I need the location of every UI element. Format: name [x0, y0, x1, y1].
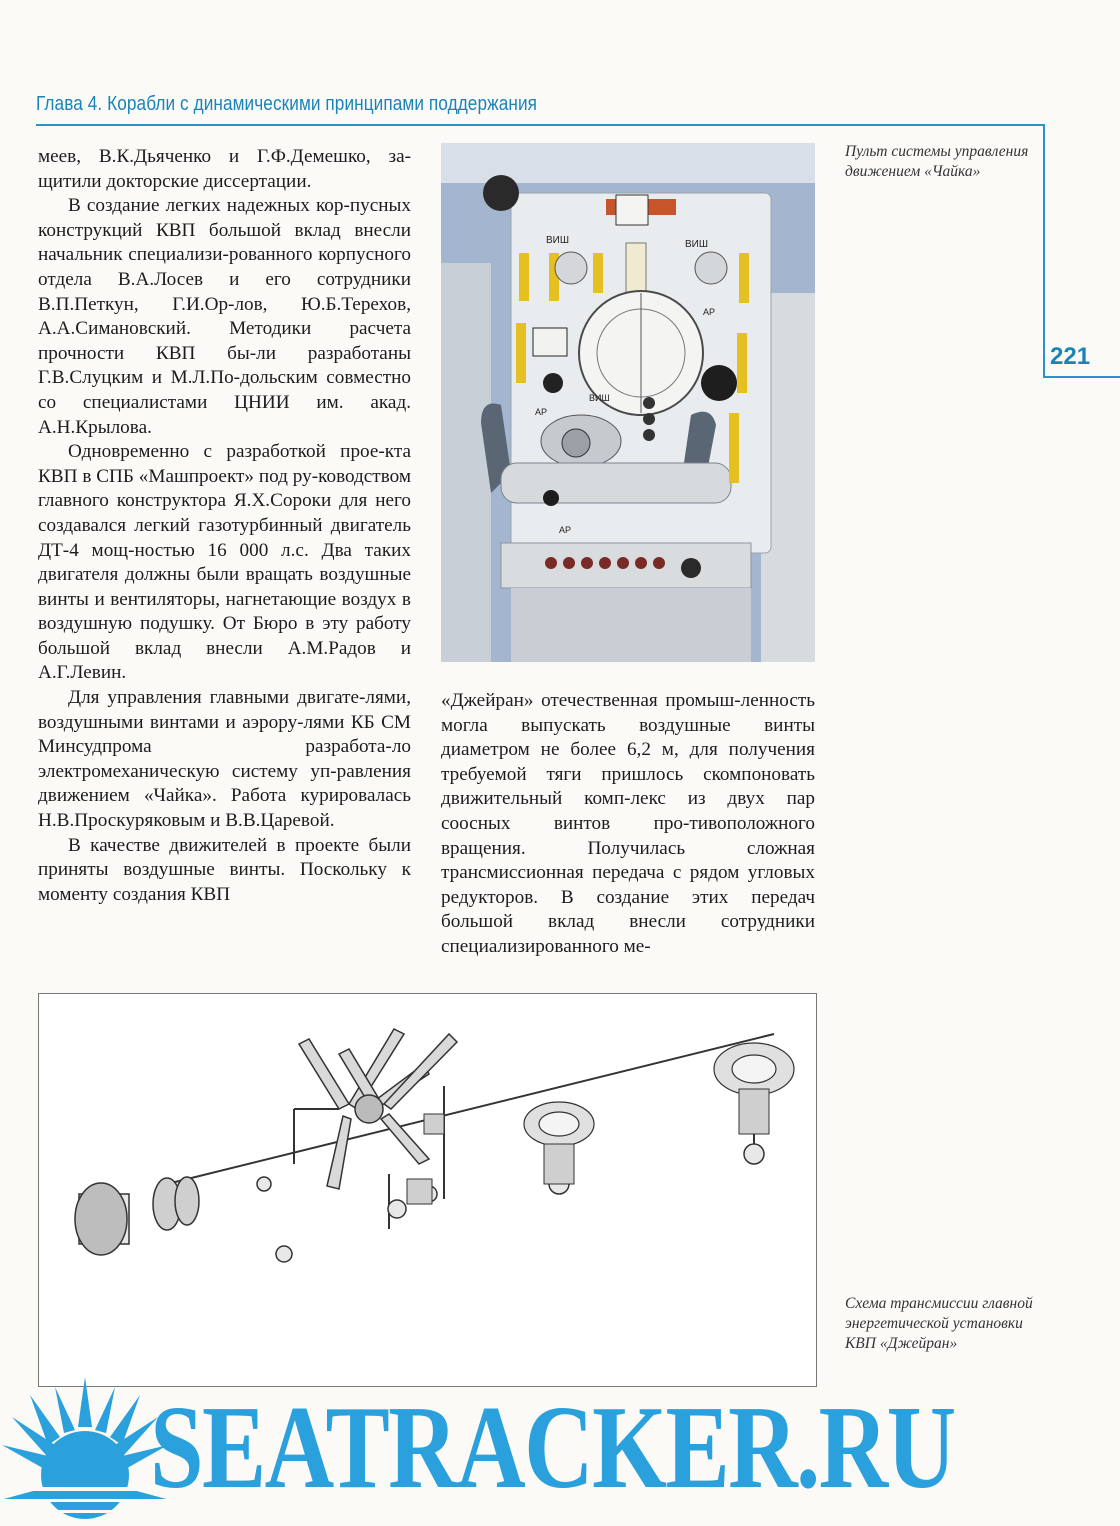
panel-label: АР	[559, 525, 572, 535]
paragraph: Одновременно с разработкой прое-кта КВП в СПБ «Машпроект» под ру-ководством главного конструктора Я.Х.Сороки для него создавался легкий газотурбинный двигатель ДТ-4 мощ-ностью 16 000 л.с. Два таких двигателя должны были вращать воздушные винты и вентиляторы, нагнетающие воздух в воздушную подушку. От Бюро в эту работу большой вклад внесли А.М.Радов и А.Г.Левин.	[38, 441, 411, 684]
header-rule	[36, 124, 1043, 126]
paragraph: В создание легких надежных кор-пусных конструкций КВП большой вклад внесли начальник специализи-рованного корпусного отдела В.А.Лосев и его сотрудники В.П.Петкун, Г.И.Ор-лов, Ю.Б.Терехов, А.А.Симановский. Методики расчета прочности КВП бы-ли разработаны Г.В.Слуцким и М.Л.По-дольским совместно со специалистами ЦНИИ им. акад. А.Н.Крылова.	[38, 195, 411, 438]
console-illustration	[441, 143, 815, 662]
panel-label: ВИШ	[589, 393, 610, 403]
control-console-photo	[441, 143, 815, 662]
photo-caption: Пульт системы управления движением «Чайка»	[845, 143, 1029, 180]
middle-text-column	[441, 689, 815, 960]
paragraph: меев, В.К.Дьяченко и Г.Ф.Демешко, за-щитили докторские диссертации.	[38, 146, 411, 192]
page-number: 221	[1050, 343, 1091, 370]
panel-label: ВИШ	[546, 235, 570, 246]
panel-label: АР	[535, 407, 548, 417]
panel-label: АР	[703, 307, 716, 317]
paragraph: В качестве движителей в проекте были приняты воздушные винты. Поскольку к моменту создания КВП	[38, 834, 411, 905]
paragraph: «Джейран» отечественная промыш-ленность могла выпускать воздушные винты диаметром не более 6,2 м, для получения требуемой тяги пришлось скомпоновать движительный комп-лекс из двух пар соосных винтов про-тивоположного вращения. Получилась сложная трансмиссионная передача с рядом угловых редукторов. В создание этих передач большой вклад внесли сотрудники специализированного ме-	[441, 690, 815, 957]
left-text-column	[38, 145, 411, 907]
panel-label: ВИШ	[685, 239, 709, 250]
chapter-title: Глава 4. Корабли с динамическими принципами поддержания	[36, 93, 538, 115]
margin-rule	[1043, 124, 1045, 378]
sun-logo-icon	[0, 1375, 170, 1526]
transmission-illustration	[39, 994, 816, 1386]
watermark-text: SEATRACKER.RU	[150, 1381, 955, 1513]
page-number-rule	[1043, 376, 1120, 378]
diagram-caption: Схема трансмиссии главной энергетической установки КВП «Джейран»	[845, 1295, 1033, 1352]
paragraph: Для управления главными двигате-лями, воздушными винтами и аэрору-лями КБ СМ Минсудпрома разработа-ло электромеханическую систему уп-равления движением «Чайка». Работа курировалась Н.В.Проскуряковым и В.В.Царевой.	[38, 687, 411, 832]
transmission-diagram	[38, 993, 817, 1387]
